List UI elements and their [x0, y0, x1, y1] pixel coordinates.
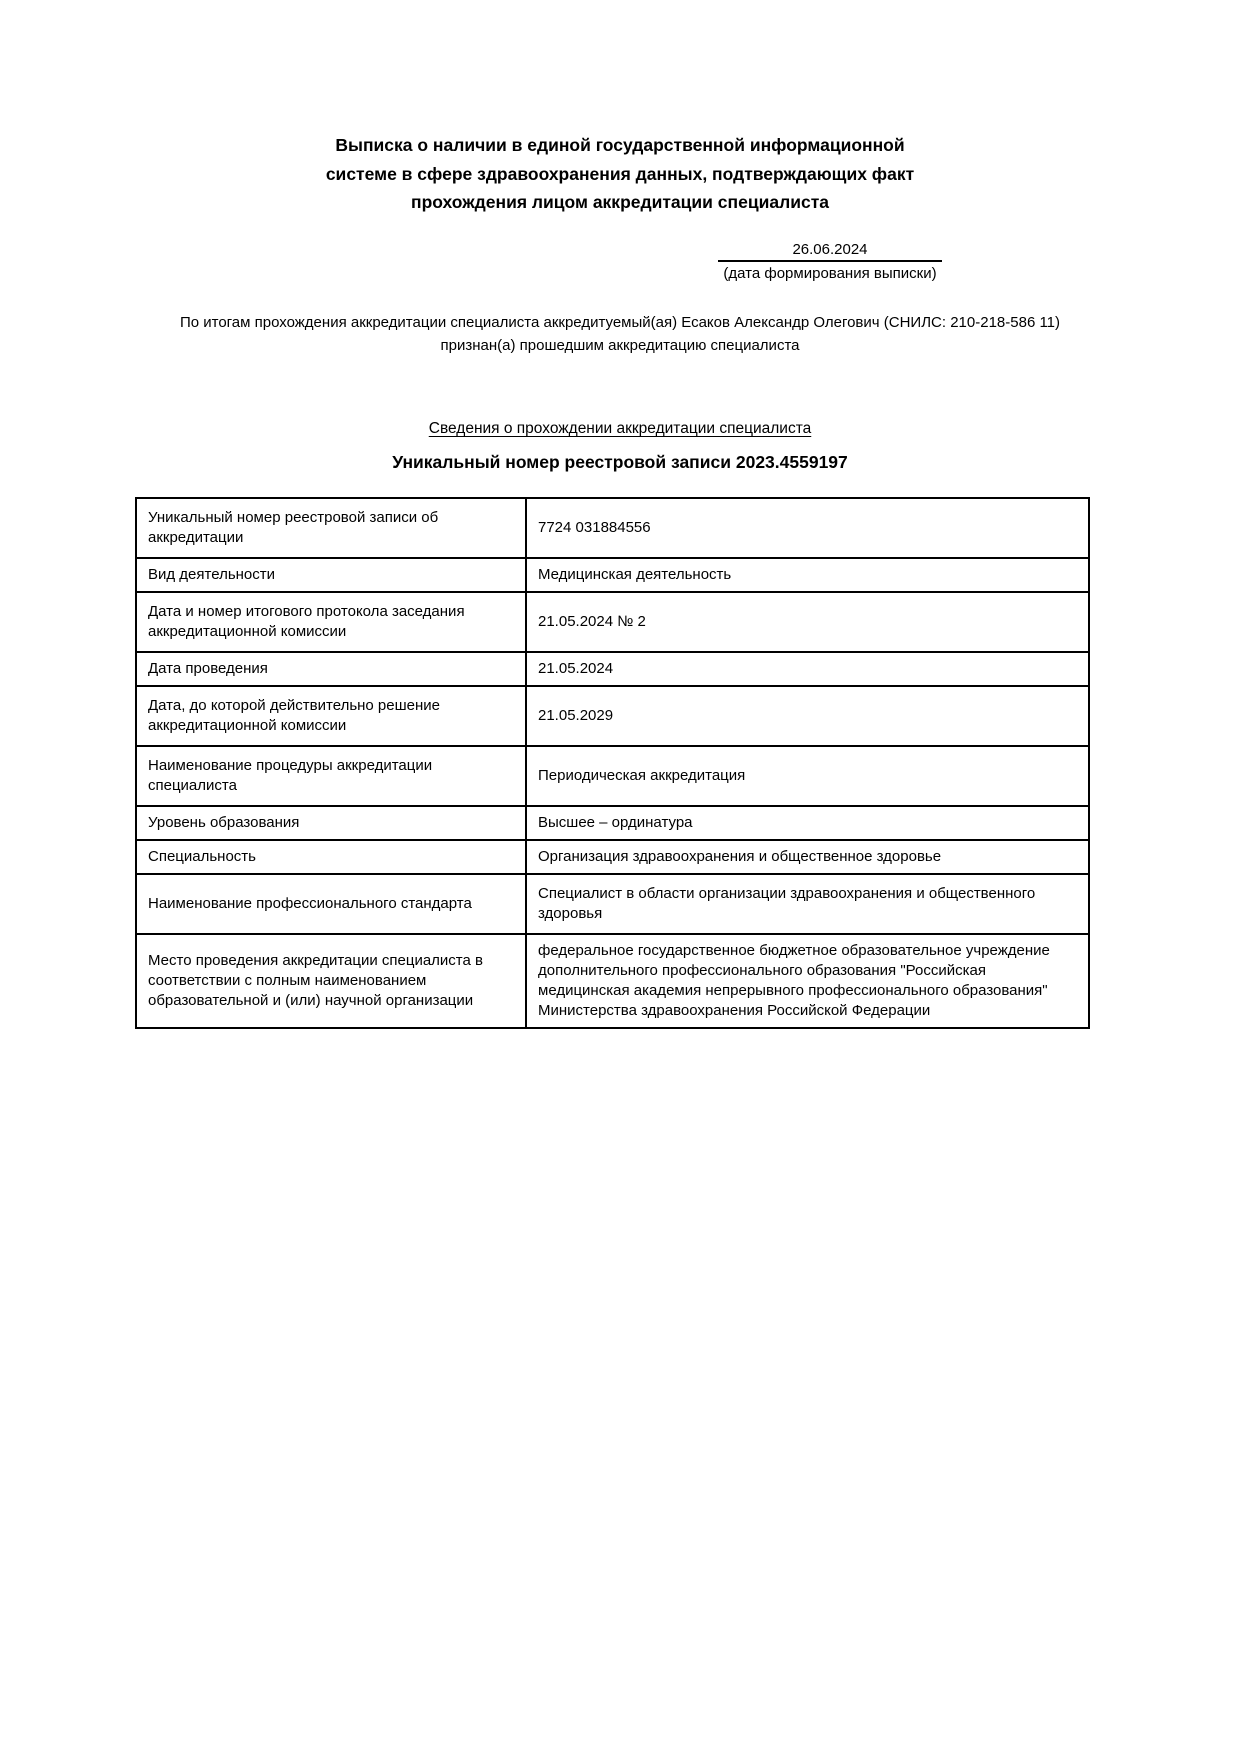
table-row	[136, 558, 1089, 592]
row-value-cell: Высшее – ординатура	[526, 806, 1089, 840]
row-value-cell: 7724 031884556	[526, 498, 1089, 558]
row-value-cell: Периодическая аккредитация	[526, 746, 1089, 806]
table-row	[136, 840, 1089, 874]
table-row	[136, 806, 1089, 840]
intro-line: признан(а) прошедшим аккредитацию специалиста	[440, 337, 800, 354]
row-label-cell: Уровень образования	[136, 806, 526, 840]
table-row	[136, 874, 1089, 934]
issue-date-value: 26.06.2024	[718, 241, 942, 262]
row-label-cell: Вид деятельности	[136, 558, 526, 592]
row-label-cell: Дата, до которой действительно решение аккредитационной комиссии	[136, 686, 526, 746]
row-label-cell: Дата и номер итогового протокола заседания аккредитационной комиссии	[136, 592, 526, 652]
row-label-cell: Наименование профессионального стандарта	[136, 874, 526, 934]
row-value-cell: Организация здравоохранения и общественное здоровье	[526, 840, 1089, 874]
row-value-cell: федеральное государственное бюджетное образовательное учреждение дополнительного профессионального образования "Российская медицинская академия непрерывного профессионального образования" Министерства здравоохранения Российской Федерации	[526, 934, 1089, 1028]
row-label-cell: Место проведения аккредитации специалиста в соответствии с полным наименованием образовательной и (или) научной организации	[136, 934, 526, 1028]
table-row	[136, 934, 1089, 1028]
row-value-cell: 21.05.2024	[526, 652, 1089, 686]
registry-number-heading: Уникальный номер реестровой записи 2023.4559197	[392, 452, 848, 472]
section-heading: Сведения о прохождении аккредитации специалиста	[428, 420, 812, 437]
table-row	[136, 498, 1089, 558]
row-value-cell: 21.05.2029	[526, 686, 1089, 746]
row-value-cell: Специалист в области организации здравоохранения и общественного здоровья	[526, 874, 1089, 934]
row-value-cell: Медицинская деятельность	[526, 558, 1089, 592]
accreditation-table	[135, 497, 1090, 1029]
table-row	[136, 592, 1089, 652]
row-label-cell: Дата проведения	[136, 652, 526, 686]
document-title-line: прохождения лицом аккредитации специалиста	[411, 192, 829, 212]
row-label-cell: Наименование процедуры аккредитации специалиста	[136, 746, 526, 806]
document-title-line: Выписка о наличии в единой государственной информационной	[335, 135, 905, 155]
document-title	[0, 131, 1240, 217]
table-row	[136, 652, 1089, 686]
intro-line: По итогам прохождения аккредитации специалиста аккредитуемый(ая) Есаков Александр Олегович (СНИЛС: 210-218-586 11)	[179, 314, 1061, 331]
issue-date-block	[688, 241, 972, 282]
row-value-cell: 21.05.2024 № 2	[526, 592, 1089, 652]
table-row	[136, 686, 1089, 746]
table-row	[136, 746, 1089, 806]
issue-date-caption: (дата формирования выписки)	[723, 265, 937, 282]
row-label-cell: Специальность	[136, 840, 526, 874]
document-title-line: системе в сфере здравоохранения данных, подтверждающих факт	[325, 163, 915, 184]
row-label-cell: Уникальный номер реестровой записи об аккредитации	[136, 498, 526, 558]
intro-paragraph	[0, 311, 1240, 357]
